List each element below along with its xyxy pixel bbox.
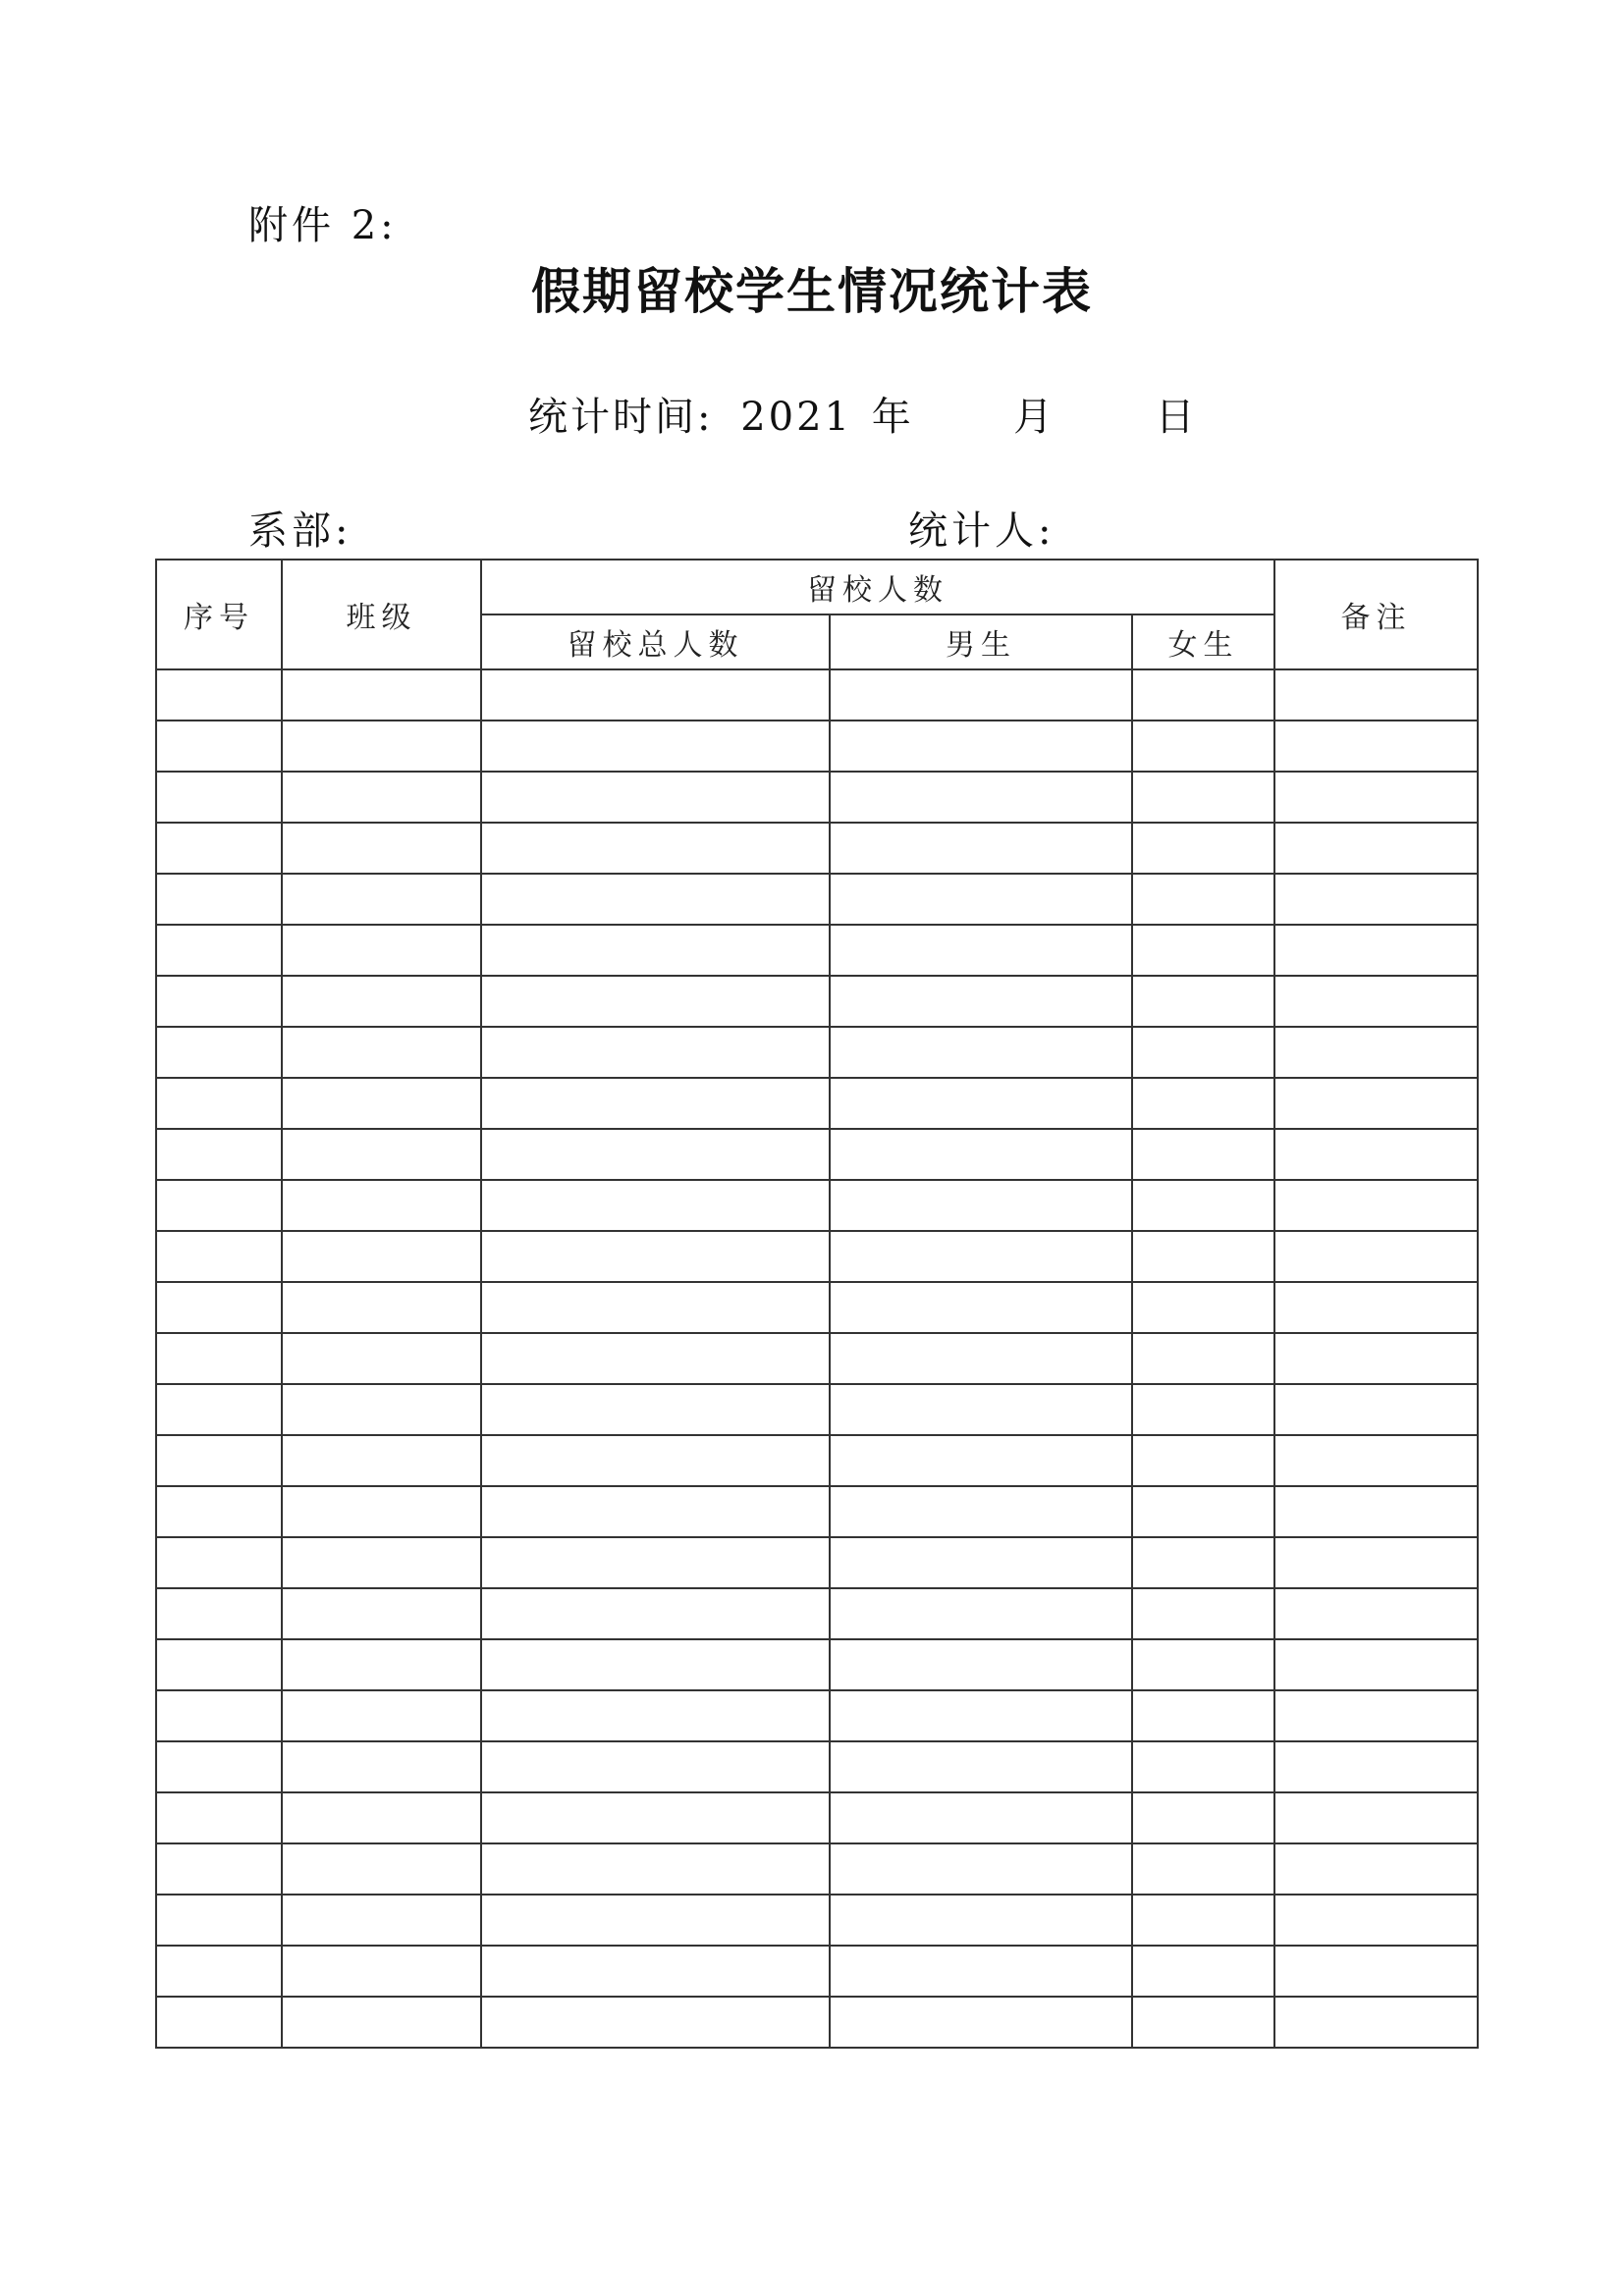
- cell-total: [481, 669, 830, 721]
- cell-remarks: [1274, 1078, 1478, 1129]
- cell-remarks: [1274, 1435, 1478, 1486]
- table-row: [156, 925, 1478, 976]
- cell-total: [481, 1129, 830, 1180]
- cell-female: [1132, 1384, 1274, 1435]
- reporter-label: 统计人:: [908, 508, 1056, 554]
- table-row: [156, 1690, 1478, 1741]
- cell-class: [282, 976, 481, 1027]
- cell-total: [481, 772, 830, 823]
- cell-remarks: [1274, 721, 1478, 772]
- cell-remarks: [1274, 874, 1478, 925]
- cell-class: [282, 1129, 481, 1180]
- cell-remarks: [1274, 1027, 1478, 1078]
- cell-total: [481, 1792, 830, 1843]
- cell-class: [282, 1997, 481, 2048]
- cell-remarks: [1274, 925, 1478, 976]
- table-row: [156, 669, 1478, 721]
- cell-female: [1132, 1690, 1274, 1741]
- cell-total: [481, 925, 830, 976]
- cell-seq: [156, 1843, 282, 1895]
- cell-class: [282, 1792, 481, 1843]
- cell-male: [830, 976, 1132, 1027]
- cell-female: [1132, 772, 1274, 823]
- cell-total: [481, 1180, 830, 1231]
- cell-remarks: [1274, 1486, 1478, 1537]
- cell-seq: [156, 925, 282, 976]
- cell-total: [481, 1486, 830, 1537]
- cell-remarks: [1274, 1282, 1478, 1333]
- table-row: [156, 1895, 1478, 1946]
- header-seq: 序号: [156, 560, 282, 669]
- cell-total: [481, 1997, 830, 2048]
- cell-class: [282, 721, 481, 772]
- cell-female: [1132, 1333, 1274, 1384]
- table-row: [156, 1282, 1478, 1333]
- cell-remarks: [1274, 1129, 1478, 1180]
- cell-female: [1132, 1180, 1274, 1231]
- cell-female: [1132, 925, 1274, 976]
- cell-male: [830, 1997, 1132, 2048]
- cell-seq: [156, 1946, 282, 1997]
- cell-male: [830, 669, 1132, 721]
- cell-total: [481, 823, 830, 874]
- cell-class: [282, 772, 481, 823]
- cell-female: [1132, 1997, 1274, 2048]
- date-month-unit: 月: [1013, 395, 1056, 440]
- cell-seq: [156, 1282, 282, 1333]
- cell-remarks: [1274, 1741, 1478, 1792]
- cell-class: [282, 1690, 481, 1741]
- page-title: 假期留校学生情况统计表: [531, 262, 1093, 320]
- cell-male: [830, 1078, 1132, 1129]
- cell-remarks: [1274, 772, 1478, 823]
- date-day-unit: 日: [1155, 395, 1198, 440]
- cell-remarks: [1274, 1843, 1478, 1895]
- cell-remarks: [1274, 1639, 1478, 1690]
- cell-remarks: [1274, 1946, 1478, 1997]
- cell-remarks: [1274, 1997, 1478, 2048]
- cell-total: [481, 1384, 830, 1435]
- cell-seq: [156, 1537, 282, 1588]
- cell-class: [282, 1946, 481, 1997]
- cell-male: [830, 1792, 1132, 1843]
- cell-female: [1132, 1537, 1274, 1588]
- table-row: [156, 721, 1478, 772]
- table-row: [156, 1129, 1478, 1180]
- cell-class: [282, 1588, 481, 1639]
- cell-class: [282, 669, 481, 721]
- table-row: [156, 1639, 1478, 1690]
- cell-remarks: [1274, 1537, 1478, 1588]
- table-row: [156, 1333, 1478, 1384]
- cell-class: [282, 1078, 481, 1129]
- table-row: [156, 1537, 1478, 1588]
- statistics-date-line: [528, 388, 1198, 447]
- table-row: [156, 823, 1478, 874]
- cell-seq: [156, 1078, 282, 1129]
- cell-male: [830, 1180, 1132, 1231]
- cell-seq: [156, 1997, 282, 2048]
- cell-total: [481, 1588, 830, 1639]
- cell-female: [1132, 1843, 1274, 1895]
- cell-male: [830, 1946, 1132, 1997]
- cell-male: [830, 1384, 1132, 1435]
- cell-remarks: [1274, 1333, 1478, 1384]
- cell-male: [830, 721, 1132, 772]
- table-row: [156, 1946, 1478, 1997]
- cell-female: [1132, 874, 1274, 925]
- annex-label: 附件 2:: [248, 203, 398, 248]
- cell-seq: [156, 669, 282, 721]
- cell-class: [282, 1486, 481, 1537]
- cell-total: [481, 721, 830, 772]
- table-row: [156, 1435, 1478, 1486]
- cell-class: [282, 1895, 481, 1946]
- cell-class: [282, 1843, 481, 1895]
- cell-female: [1132, 1588, 1274, 1639]
- cell-female: [1132, 1435, 1274, 1486]
- table-row: [156, 1741, 1478, 1792]
- cell-remarks: [1274, 976, 1478, 1027]
- cell-male: [830, 1895, 1132, 1946]
- cell-male: [830, 1129, 1132, 1180]
- cell-male: [830, 1639, 1132, 1690]
- table-row: [156, 874, 1478, 925]
- cell-total: [481, 1231, 830, 1282]
- cell-seq: [156, 1231, 282, 1282]
- cell-male: [830, 823, 1132, 874]
- cell-class: [282, 1231, 481, 1282]
- cell-seq: [156, 976, 282, 1027]
- cell-remarks: [1274, 669, 1478, 721]
- cell-seq: [156, 1384, 282, 1435]
- table-row: [156, 772, 1478, 823]
- cell-seq: [156, 1588, 282, 1639]
- cell-female: [1132, 1231, 1274, 1282]
- cell-class: [282, 823, 481, 874]
- cell-seq: [156, 1792, 282, 1843]
- cell-female: [1132, 1129, 1274, 1180]
- header-stay-group: 留校人数: [481, 560, 1274, 614]
- cell-class: [282, 1027, 481, 1078]
- table-row: [156, 1231, 1478, 1282]
- cell-seq: [156, 1486, 282, 1537]
- cell-male: [830, 1027, 1132, 1078]
- table-row: [156, 1997, 1478, 2048]
- cell-female: [1132, 669, 1274, 721]
- cell-remarks: [1274, 1690, 1478, 1741]
- table-row: [156, 1843, 1478, 1895]
- cell-female: [1132, 1486, 1274, 1537]
- cell-seq: [156, 823, 282, 874]
- cell-female: [1132, 1282, 1274, 1333]
- cell-male: [830, 1231, 1132, 1282]
- cell-class: [282, 1180, 481, 1231]
- cell-total: [481, 1690, 830, 1741]
- cell-male: [830, 1282, 1132, 1333]
- cell-female: [1132, 1792, 1274, 1843]
- header-remarks: 备注: [1274, 560, 1478, 669]
- cell-seq: [156, 1639, 282, 1690]
- table-row: [156, 1027, 1478, 1078]
- cell-class: [282, 1537, 481, 1588]
- table-row: [156, 976, 1478, 1027]
- cell-female: [1132, 721, 1274, 772]
- header-class: 班级: [282, 560, 481, 669]
- cell-total: [481, 976, 830, 1027]
- cell-total: [481, 1895, 830, 1946]
- cell-remarks: [1274, 1180, 1478, 1231]
- cell-class: [282, 1333, 481, 1384]
- cell-remarks: [1274, 1588, 1478, 1639]
- header-row-1: [156, 560, 1478, 614]
- cell-seq: [156, 1895, 282, 1946]
- cell-class: [282, 1639, 481, 1690]
- cell-female: [1132, 1741, 1274, 1792]
- cell-class: [282, 1435, 481, 1486]
- cell-seq: [156, 1129, 282, 1180]
- cell-male: [830, 874, 1132, 925]
- cell-total: [481, 1639, 830, 1690]
- cell-total: [481, 1027, 830, 1078]
- table-row: [156, 1180, 1478, 1231]
- cell-seq: [156, 772, 282, 823]
- cell-seq: [156, 1435, 282, 1486]
- cell-seq: [156, 1180, 282, 1231]
- cell-total: [481, 1946, 830, 1997]
- cell-male: [830, 772, 1132, 823]
- table-row: [156, 1792, 1478, 1843]
- cell-remarks: [1274, 1384, 1478, 1435]
- department-label: 系部:: [248, 508, 352, 554]
- table-row: [156, 1588, 1478, 1639]
- cell-seq: [156, 721, 282, 772]
- date-year: 2021: [740, 395, 852, 440]
- cell-class: [282, 1282, 481, 1333]
- cell-seq: [156, 1741, 282, 1792]
- cell-male: [830, 1537, 1132, 1588]
- cell-male: [830, 1333, 1132, 1384]
- cell-male: [830, 1435, 1132, 1486]
- cell-female: [1132, 1895, 1274, 1946]
- cell-total: [481, 1537, 830, 1588]
- cell-female: [1132, 823, 1274, 874]
- cell-class: [282, 925, 481, 976]
- cell-total: [481, 1078, 830, 1129]
- table-row: [156, 1078, 1478, 1129]
- statistics-table: [155, 559, 1479, 2049]
- cell-total: [481, 1741, 830, 1792]
- date-label: 统计时间:: [528, 395, 714, 440]
- cell-female: [1132, 1027, 1274, 1078]
- cell-total: [481, 874, 830, 925]
- cell-seq: [156, 1690, 282, 1741]
- cell-female: [1132, 976, 1274, 1027]
- header-male: 男生: [830, 614, 1132, 669]
- header-female: 女生: [1132, 614, 1274, 669]
- table-body: [156, 669, 1478, 2048]
- cell-remarks: [1274, 1231, 1478, 1282]
- cell-total: [481, 1843, 830, 1895]
- cell-class: [282, 874, 481, 925]
- cell-total: [481, 1435, 830, 1486]
- cell-total: [481, 1333, 830, 1384]
- cell-male: [830, 1843, 1132, 1895]
- cell-male: [830, 1690, 1132, 1741]
- cell-female: [1132, 1078, 1274, 1129]
- cell-male: [830, 1741, 1132, 1792]
- cell-remarks: [1274, 1895, 1478, 1946]
- cell-female: [1132, 1946, 1274, 1997]
- cell-class: [282, 1741, 481, 1792]
- cell-seq: [156, 1333, 282, 1384]
- cell-seq: [156, 1027, 282, 1078]
- header-total: 留校总人数: [481, 614, 830, 669]
- cell-male: [830, 1588, 1132, 1639]
- cell-total: [481, 1282, 830, 1333]
- cell-female: [1132, 1639, 1274, 1690]
- cell-male: [830, 1486, 1132, 1537]
- cell-male: [830, 925, 1132, 976]
- cell-class: [282, 1384, 481, 1435]
- cell-seq: [156, 874, 282, 925]
- cell-remarks: [1274, 1792, 1478, 1843]
- cell-remarks: [1274, 823, 1478, 874]
- table-row: [156, 1486, 1478, 1537]
- table-row: [156, 1384, 1478, 1435]
- date-year-unit: 年: [871, 395, 914, 440]
